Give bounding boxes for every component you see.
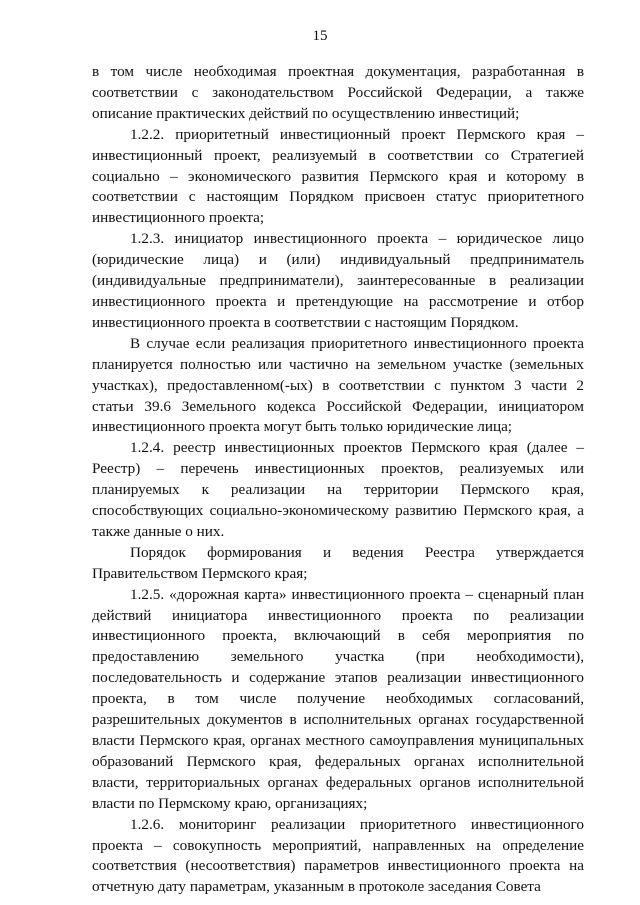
paragraph-1-2-3: 1.2.3. инициатор инвестиционного проекта – юридическое лицо (юридические лица) и (или) индивидуальный предприниматель (индивидуальные предприниматели), заинтересованные в реализации инвестиционного проекта и претендующие на рассмотрение и отбор инвестиционного проекта в соответствии с настоящим Порядком. <box>92 230 584 331</box>
paragraph-1-2-2: 1.2.2. приоритетный инвестиционный проект Пермского края – инвестиционный проект, реализуемый в соответствии со Стратегией социально – экономического развития Пермского края и которому в соответствии с настоящим Порядком присвоен статус приоритетного инвестиционного проекта; <box>92 125 584 227</box>
paragraph-land-plot-note: В случае если реализация приоритетного инвестиционного проекта планируется полностью или частично на земельном участке (земельных участках), предоставленном(-ых) в соответствии с пунктом 3 части 2 статьи 39.6 Земельного кодекса Российской Федерации, инициатором инвестиционного проекта могут быть только юридические лица; <box>92 334 584 436</box>
paragraph-registry-order: Порядок формирования и ведения Реестра утверждается Правительством Пермского края; <box>92 543 584 582</box>
paragraph-1-2-5: 1.2.5. «дорожная карта» инвестиционного проекта – сценарный план действий инициатора инвестиционного проекта по реализации инвестиционного проекта, включающий в себя мероприятия по предоставлению земельного участка (при необходимости), последовательность и содержание этапов реализации инвестиционного проекта, в том числе получение необходимых согласований, разрешительных документов в исполнительных органах государственной власти Пермского края, органах местного самоуправления муниципальных образований Пермского края, федеральных органах исполнительной власти, территориальных органах федеральных органов исполнительной власти по Пермскому краю, организациях; <box>92 585 584 812</box>
paragraph-continuation: в том числе необходимая проектная документация, разработанная в соответствии с законодательством Российской Федерации, а также описание практических действий по осуществлению инвестиций; <box>92 63 584 122</box>
paragraph-1-2-4: 1.2.4. реестр инвестиционных проектов Пермского края (далее – Реестр) – перечень инвестиционных проектов, реализуемых или планируемых к реализации на территории Пермского края, способствующих социально-экономическому развитию Пермского края, а также данные о них. <box>92 439 584 540</box>
page-number: 15 <box>312 28 328 44</box>
paragraph-1-2-6: 1.2.6. мониторинг реализации приоритетного инвестиционного проекта – совокупность мероприятий, направленных на определение соответствия (несоответствия) параметров инвестиционного проекта на отчетную дату параметрам, указанным в протоколе заседания Совета <box>92 815 584 896</box>
document-body <box>92 62 584 898</box>
